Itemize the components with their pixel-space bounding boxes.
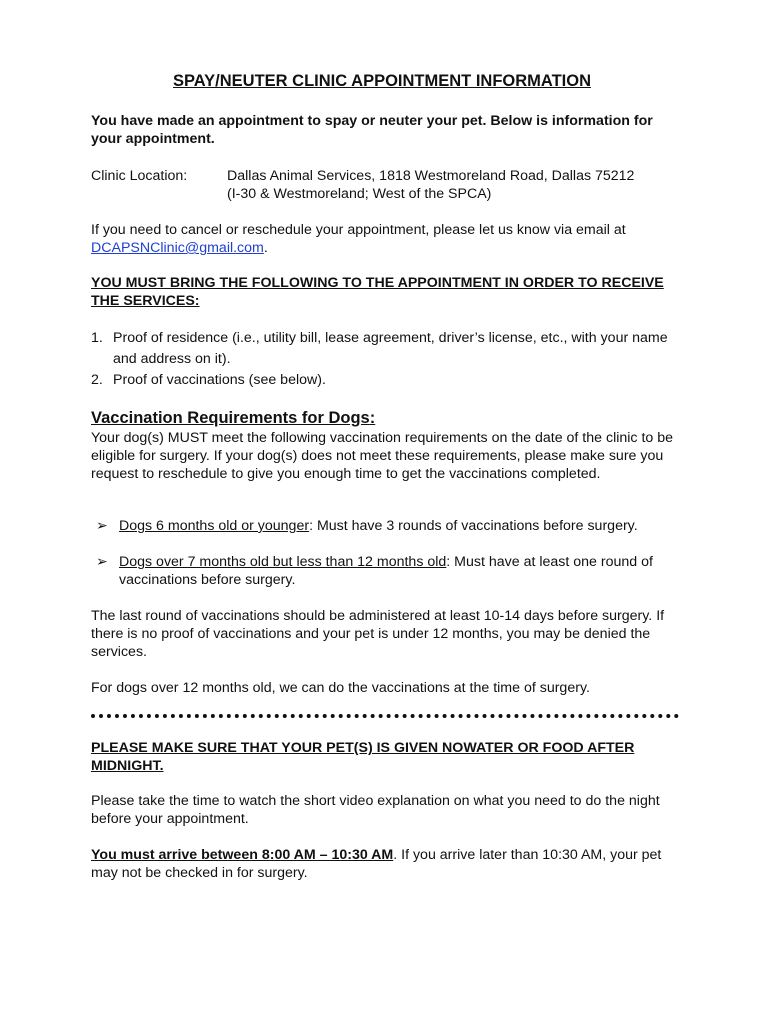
cancel-paragraph [91,221,681,257]
must-bring-heading: YOU MUST BRING THE FOLLOWING TO THE APPOINTMENT IN ORDER TO RECEIVE THE SERVICES: [91,275,664,309]
list-item-text: Proof of residence (i.e., utility bill, lease agreement, driver’s license, etc., with your name and address on it). [113,330,668,367]
email-link[interactable]: DCAPSNClinic@gmail.com [91,240,264,256]
page-title: SPAY/NEUTER CLINIC APPOINTMENT INFORMATION [172,72,591,90]
cancel-period: . [263,240,268,256]
list-item-text: Proof of vaccinations (see below). [113,372,326,388]
vaccination-heading [91,409,375,427]
list-item [91,370,681,391]
video-paragraph: Please take the time to watch the short video explanation on what you need to do the night before your appointment. [91,793,660,827]
arrival-note: . If you arrive later than 10:30 AM, your pet may not be checked in for surgery. [91,847,662,881]
list-item-number: 1. [91,330,103,346]
arrow-bullet-icon: ➢ [96,518,108,534]
vaccination-heading-colon: : [369,409,376,427]
arrival-window: You must arrive between 8:00 AM – 10:30 AM [91,847,394,863]
clinic-address-line: Dallas Animal Services, 1818 Westmoreland Road, Dallas 75212 [227,168,635,184]
bullet-label: Dogs 6 months old or younger [119,518,310,534]
clinic-directions-line: (I-30 & Westmoreland; West of the SPCA) [227,186,492,202]
requirements-list [91,328,681,391]
clinic-location-value [227,167,687,203]
arrival-paragraph [91,846,681,882]
vaccination-heading-text: Vaccination Requirements for Dogs [91,409,370,427]
pet-notice-heading: PLEASE MAKE SURE THAT YOUR PET(S) IS GIVEN NOWATER OR FOOD AFTER MIDNIGHT. [91,740,635,774]
intro-paragraph: You have made an appointment to spay or neuter your pet. Below is information for your appointment. [91,113,653,147]
list-item [91,328,681,370]
arrow-bullet-icon: ➢ [96,554,108,570]
last-round-paragraph: The last round of vaccinations should be administered at least 10-14 days before surgery. If there is no proof of vaccinations and your pet is under 12 months, you may be denied the services. [91,608,665,660]
dotted-divider [91,714,679,718]
cancel-text: If you need to cancel or reschedule your appointment, please let us know via email at [91,222,626,238]
clinic-location-label: Clinic Location: [91,168,188,184]
over-12-paragraph: For dogs over 12 months old, we can do the vaccinations at the time of surgery. [91,680,590,696]
bullet-description: : Must have 3 rounds of vaccinations before surgery. [309,518,638,534]
bullet-label: Dogs over 7 months old but less than 12 months old [119,554,447,570]
vaccination-body: Your dog(s) MUST meet the following vaccination requirements on the date of the clinic to be eligible for surgery. If your dog(s) does not meet these requirements, please make sure you request to reschedule to give you enough time to get the vaccinations completed. [91,430,674,482]
bullet-text [119,517,679,535]
list-item-number: 2. [91,372,103,388]
bullet-description: : Must have at least one round of vaccinations before surgery. [119,554,653,588]
bullet-text [119,553,679,589]
